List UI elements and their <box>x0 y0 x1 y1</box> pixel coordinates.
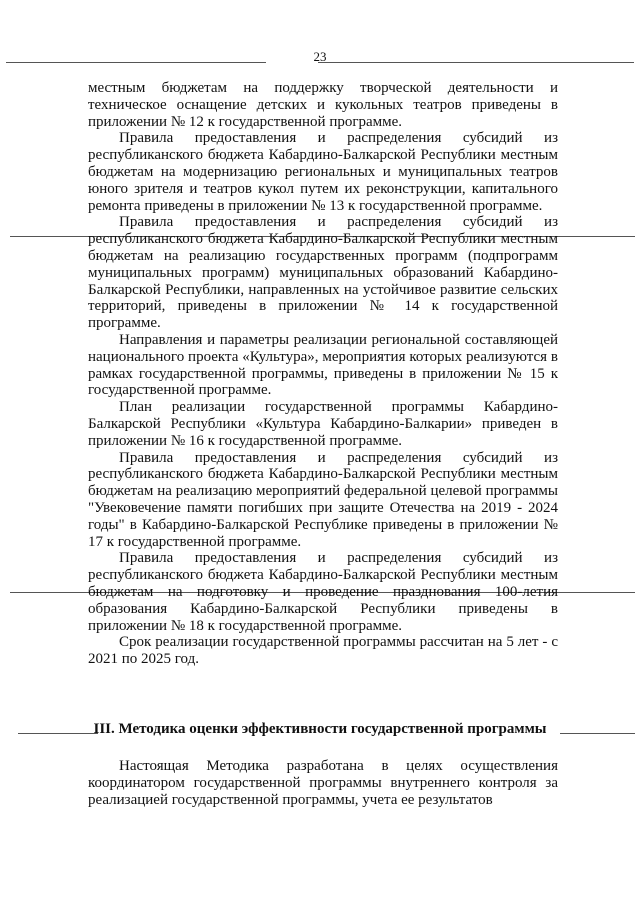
paragraph: Правила предоставления и распределения субсидий из республиканского бюджета Кабардино-Балкарской Республики местным бюджетам на реализацию государственных программ (подпрограмм муниципальных программ) муниципальных образований Кабардино-Балкарской Республики, направленных на устойчивое развитие сельских территорий, приведены в приложении № 14 к государственной программе. <box>88 214 558 332</box>
paragraph: Правила предоставления и распределения субсидий из республиканского бюджета Кабардино-Балкарской Республики местным бюджетам на подготовку и проведение празднования 100-летия образования Кабардино-Балкарской Республики приведены в приложении № 18 к государственной программе. <box>88 550 558 634</box>
body-text <box>88 80 558 668</box>
paragraph: Правила предоставления и распределения субсидий из республиканского бюджета Кабардино-Балкарской Республики местным бюджетам на модернизацию региональных и муниципальных театров юного зрителя и театров кукол путем их реконструкции, капитального ремонта приведены в приложении № 13 к государственной программе. <box>88 130 558 214</box>
section-body-text <box>88 758 558 808</box>
paragraph: Срок реализации государственной программы рассчитан на 5 лет - с 2021 по 2025 год. <box>88 634 558 668</box>
paragraph: Настоящая Методика разработана в целях осуществления координатором государственной программы внутреннего контроля за реализацией государственной программы, учета ее результатов <box>88 758 558 808</box>
page-number: 23 <box>313 49 327 64</box>
paragraph: местным бюджетам на поддержку творческой деятельности и техническое оснащение детских и кукольных театров приведены в приложении № 12 к государственной программе. <box>88 80 558 130</box>
paragraph: Правила предоставления и распределения субсидий из республиканского бюджета Кабардино-Балкарской Республики местным бюджетам на реализацию мероприятий федеральной целевой программы "Увековечение памяти погибших при защите Отечества на 2019 - 2024 годы" в Кабардино-Балкарской Республике приведены в приложении № 17 к государственной программе. <box>88 449 558 550</box>
section-heading: III. Методика оценки эффективности государственной программы <box>93 721 547 737</box>
paragraph: План реализации государственной программы Кабардино-Балкарской Республики «Культура Кабардино-Балкарии» приведен в приложении № 16 к государственной программе. <box>88 399 558 449</box>
paragraph: Направления и параметры реализации региональной составляющей национального проекта «Культура», мероприятия которых реализуются в рамках государственной программы, приведены в приложении № 15 к государственной программе. <box>88 331 558 399</box>
